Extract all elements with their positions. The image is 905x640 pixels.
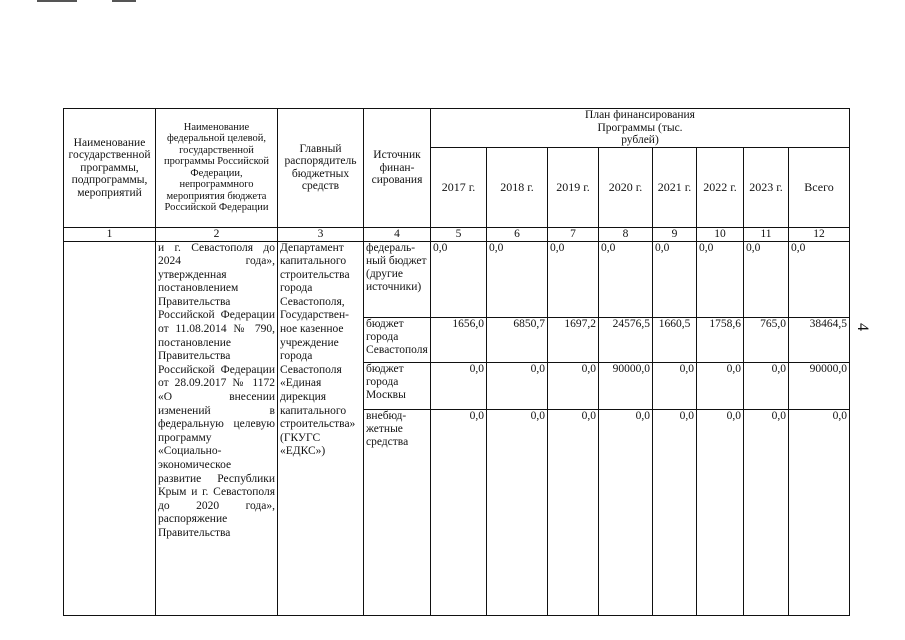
header-budget-administrator: Главный распорядитель бюджетных средств <box>278 109 364 228</box>
value-cell: 90000,0 <box>599 362 653 409</box>
header-year-2023: 2023 г. <box>744 147 789 227</box>
header-funding-source: Источник финан-сирования <box>364 109 431 228</box>
column-number: 4 <box>364 227 431 241</box>
header-year-2017: 2017 г. <box>431 147 487 227</box>
value-cell: 38464,5 <box>789 317 850 362</box>
column-number: 10 <box>697 227 744 241</box>
value-cell: 0,0 <box>431 409 487 615</box>
value-cell: 0,0 <box>599 241 653 317</box>
page-number: 4 <box>854 323 871 331</box>
header-financing-plan-label: План финансирования Программы (тыс. рублей) <box>585 109 695 146</box>
column-number: 9 <box>653 227 697 241</box>
header-total: Всего <box>789 147 850 227</box>
value-cell: 0,0 <box>653 409 697 615</box>
scan-mark-left <box>37 0 77 2</box>
value-cell: 0,0 <box>487 362 548 409</box>
funding-source-cell: федераль-ный бюджет (другие источники) <box>364 241 431 317</box>
header-row-1 <box>64 109 850 148</box>
federal-program-cell: и г. Севастополя до 2024 года», утвержденная постановлением Правительства Российской Федерации от 11.08.2014 № 790, постановление Правительства Российской Федерации от 28.09.2017 № 1172 «О внесении изменений в федеральную целевую программу «Социально-экономическое развитие Республики Крым и г. Севастополя до 2020 года», распоряжение Правительства <box>156 241 278 615</box>
column-number: 12 <box>789 227 850 241</box>
funding-source-cell: внебюд-жетные средства <box>364 409 431 615</box>
column-number: 7 <box>548 227 599 241</box>
value-cell: 24576,5 <box>599 317 653 362</box>
header-program-name: Наименование государственной программы, подпрограммы, мероприятий <box>64 109 156 228</box>
value-cell: 0,0 <box>653 241 697 317</box>
header-financing-plan <box>431 109 850 148</box>
value-cell: 0,0 <box>789 241 850 317</box>
value-cell: 0,0 <box>653 362 697 409</box>
value-cell: 0,0 <box>548 241 599 317</box>
table-row <box>64 241 850 317</box>
value-cell: 1697,2 <box>548 317 599 362</box>
column-number: 8 <box>599 227 653 241</box>
column-number: 3 <box>278 227 364 241</box>
value-cell: 0,0 <box>599 409 653 615</box>
column-number: 1 <box>64 227 156 241</box>
column-numbers-row <box>64 227 850 241</box>
value-cell: 0,0 <box>431 362 487 409</box>
value-cell: 765,0 <box>744 317 789 362</box>
value-cell: 0,0 <box>744 362 789 409</box>
value-cell: 0,0 <box>789 409 850 615</box>
value-cell: 1758,6 <box>697 317 744 362</box>
value-cell: 6850,7 <box>487 317 548 362</box>
value-cell: 0,0 <box>548 362 599 409</box>
header-federal-program: Наименование федеральной целевой, государственной программы Российской Федерации, непрограммного мероприятия бюджета Российской Федерации <box>156 109 278 228</box>
column-number: 6 <box>487 227 548 241</box>
value-cell: 0,0 <box>697 362 744 409</box>
value-cell: 0,0 <box>431 241 487 317</box>
scan-mark-right <box>112 0 136 2</box>
value-cell: 0,0 <box>548 409 599 615</box>
value-cell: 90000,0 <box>789 362 850 409</box>
header-year-2021: 2021 г. <box>653 147 697 227</box>
value-cell: 0,0 <box>744 241 789 317</box>
column-number: 2 <box>156 227 278 241</box>
value-cell: 0,0 <box>487 241 548 317</box>
value-cell: 0,0 <box>487 409 548 615</box>
header-year-2020: 2020 г. <box>599 147 653 227</box>
financing-table <box>63 108 850 616</box>
value-cell: 1660,5 <box>653 317 697 362</box>
header-year-2022: 2022 г. <box>697 147 744 227</box>
program-name-cell <box>64 241 156 615</box>
value-cell: 0,0 <box>697 409 744 615</box>
value-cell: 0,0 <box>697 241 744 317</box>
funding-source-cell: бюджет города Москвы <box>364 362 431 409</box>
column-number: 5 <box>431 227 487 241</box>
header-year-2018: 2018 г. <box>487 147 548 227</box>
header-year-2019: 2019 г. <box>548 147 599 227</box>
value-cell: 0,0 <box>744 409 789 615</box>
budget-administrator-cell: Департамент капитального строительства города Севастополя, Государствен-ное казенное учреждение города Севастополя «Единая дирекция капитального строительства» (ГКУГС «ЕДКС») <box>278 241 364 615</box>
funding-source-cell: бюджет города Севастополя <box>364 317 431 362</box>
value-cell: 1656,0 <box>431 317 487 362</box>
column-number: 11 <box>744 227 789 241</box>
